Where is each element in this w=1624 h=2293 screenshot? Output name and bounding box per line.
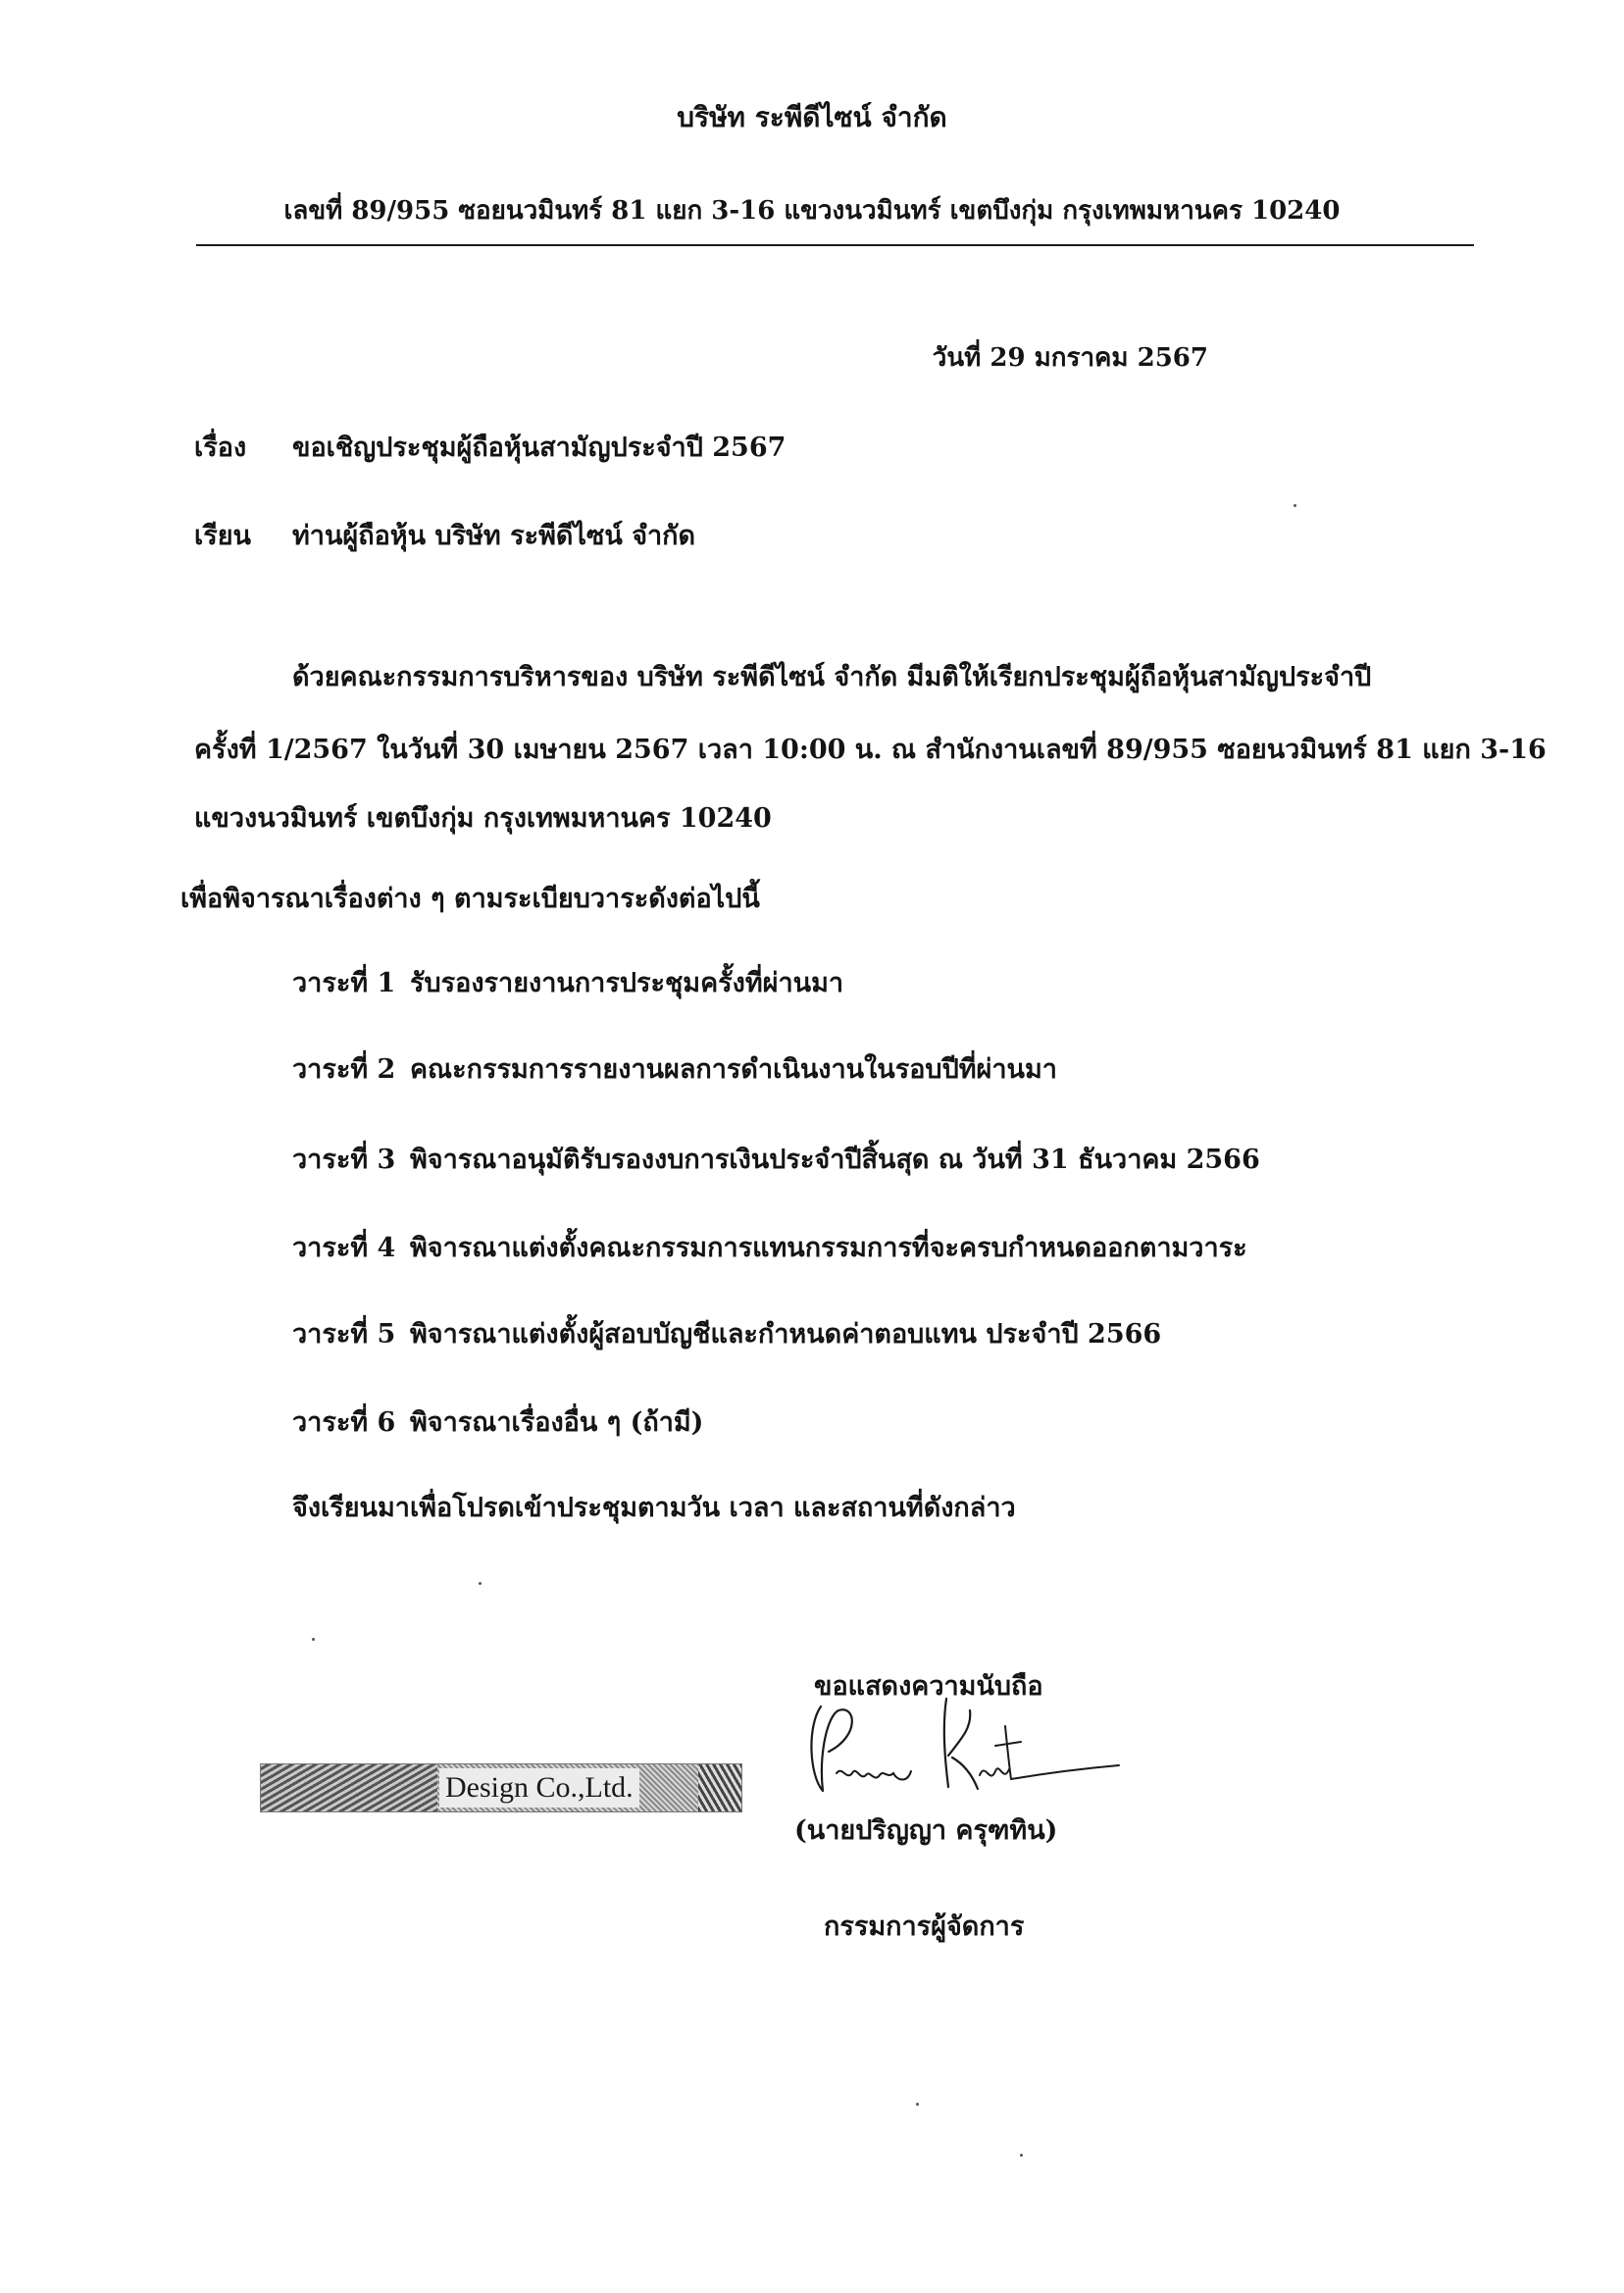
stamp-end-mark <box>698 1764 741 1811</box>
body-line-4: เพื่อพิจารณาเรื่องต่าง ๆ ตามระเบียบวาระดังต่อไปนี้ <box>180 884 760 914</box>
body-line-1: ด้วยคณะกรรมการบริหารของ บริษัท ระพีดีไซน์ จำกัด มีมติให้เรียกประชุมผู้ถือหุ้นสามัญประจำปี <box>292 662 1372 692</box>
agenda-number: วาระที่ 5 <box>292 1319 396 1350</box>
handwritten-signature <box>799 1697 1123 1814</box>
agenda-item: คณะกรรมการรายงานผลการดำเนินงานในรอบปีที่ผ่านมา <box>410 1054 1057 1085</box>
subject-text: ขอเชิญประชุมผู้ถือหุ้นสามัญประจำปี 2567 <box>292 433 787 463</box>
agenda-item: รับรองรายงานการประชุมครั้งที่ผ่านมา <box>410 968 844 998</box>
signer-name: (นายปริญญา ครุฑทิน) <box>794 1815 1058 1846</box>
recipient-label: เรียน <box>194 521 252 551</box>
company-address: เลขที่ 89/955 ซอยนวมินทร์ 81 แยก 3-16 แขวงนวมินทร์ เขตบึงกุ่ม กรุงเทพมหานคร 10240 <box>283 196 1341 226</box>
agenda-number: วาระที่ 4 <box>292 1233 396 1263</box>
agenda-number: วาระที่ 1 <box>292 968 396 998</box>
stamp-text: Design Co.,Ltd. <box>439 1768 639 1808</box>
recipient-text: ท่านผู้ถือหุ้น บริษัท ระพีดีไซน์ จำกัด <box>292 521 696 551</box>
scan-speck <box>479 1582 482 1585</box>
company-stamp <box>260 1763 742 1812</box>
scan-speck <box>916 2103 919 2106</box>
stamp-logo <box>261 1764 437 1811</box>
agenda-item: พิจารณาเรื่องอื่น ๆ (ถ้ามี) <box>410 1407 704 1438</box>
agenda-number: วาระที่ 6 <box>292 1407 396 1438</box>
regards-text: ขอแสดงความนับถือ <box>814 1671 1043 1702</box>
agenda-item: พิจารณาแต่งตั้งคณะกรรมการแทนกรรมการที่จะครบกำหนดออกตามวาระ <box>410 1233 1247 1263</box>
agenda-item: พิจารณาแต่งตั้งผู้สอบบัญชีและกำหนดค่าตอบแทน ประจำปี 2566 <box>410 1319 1162 1350</box>
agenda-number: วาระที่ 2 <box>292 1054 396 1085</box>
agenda-item: พิจารณาอนุมัติรับรองงบการเงินประจำปีสิ้นสุด ณ วันที่ 31 ธันวาคม 2566 <box>410 1145 1260 1175</box>
letter-date: วันที่ 29 มกราคม 2567 <box>932 343 1208 373</box>
body-line-3: แขวงนวมินทร์ เขตบึงกุ่ม กรุงเทพมหานคร 10240 <box>194 803 772 834</box>
scan-speck <box>1294 504 1296 507</box>
header-divider <box>196 244 1474 246</box>
scan-speck <box>1020 2154 1023 2157</box>
closing-sentence: จึงเรียนมาเพื่อโปรดเข้าประชุมตามวัน เวลา และสถานที่ดังกล่าว <box>292 1493 1016 1523</box>
signer-position: กรรมการผู้จัดการ <box>824 1911 1025 1942</box>
subject-label: เรื่อง <box>194 433 247 463</box>
body-line-2: ครั้งที่ 1/2567 ในวันที่ 30 เมษายน 2567 เวลา 10:00 น. ณ สำนักงานเลขที่ 89/955 ซอยนวมินทร์ 81 แยก 3-16 <box>194 735 1547 765</box>
agenda-number: วาระที่ 3 <box>292 1145 396 1175</box>
scan-speck <box>312 1638 315 1641</box>
company-name: บริษัท ระพีดีไซน์ จำกัด <box>677 101 947 133</box>
